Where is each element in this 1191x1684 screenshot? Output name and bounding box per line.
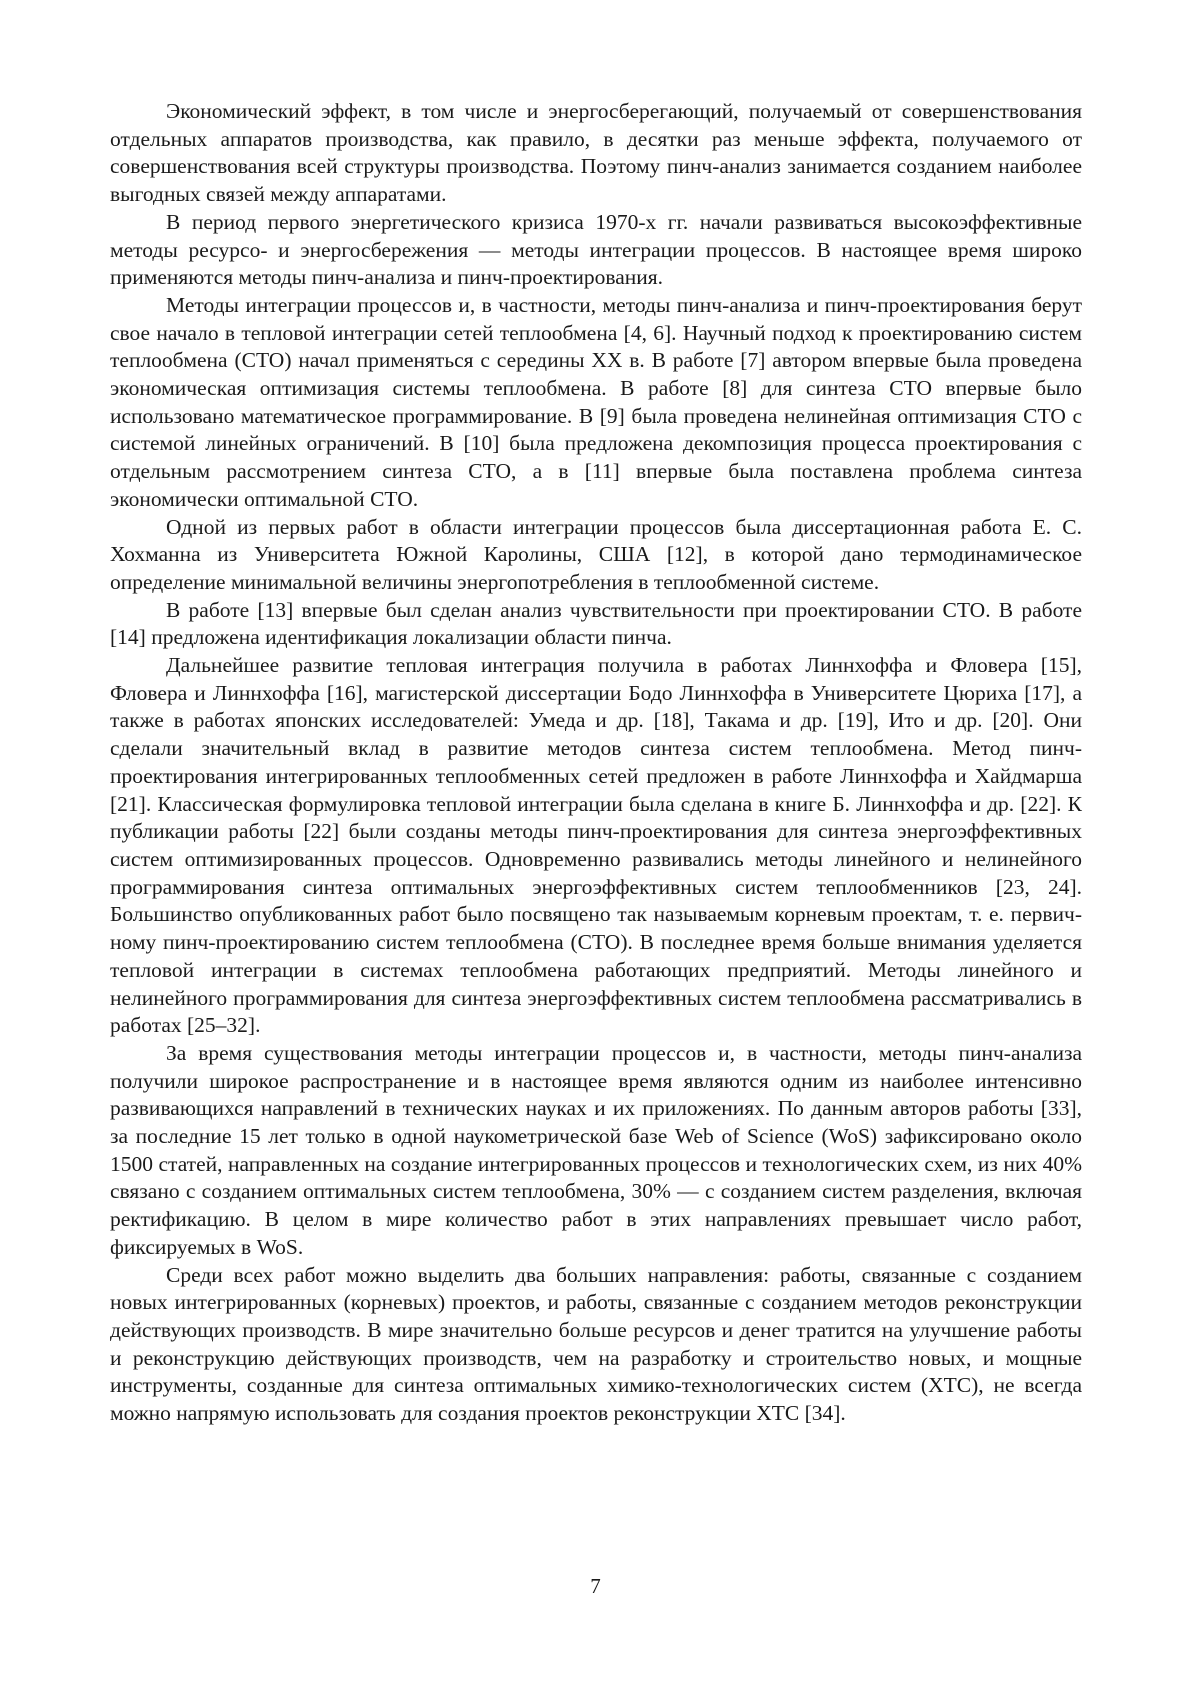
paragraph-4: Одной из первых работ в области интеграции процессов была диссертационная работа Е. С. Хохманна из Университета Южной Каролины, США [12], в которой дано термодинамическое определение минимальной величины энергопотребления в теплообменной системе. [110, 514, 1082, 594]
page-number: 7 [590, 1574, 601, 1598]
paragraph-3: Методы интеграции процессов и, в частности, методы пинч-анализа и пинч-проектирования берут свое начало в тепловой интеграции сетей теплообмена [4, 6]. Научный подход к проектированию систем теплообмена (СТО) начал применяться с середины XX в. В работе [7] автором впервые была проведена экономическая оптимизация системы теплообмена. В работе [8] для синтеза СТО впервые было использовано математическое программирование. В [9] была проведена нелинейная оптимизация СТО с системой линейных ограничений. В [10] была предложена декомпозиция процесса проектирования с отдельным рассмотрением синтеза СТО, а в [11] впервые была поставлена проблема синтеза экономически оптимальной СТО. [110, 292, 1082, 511]
paragraph-7: За время существования методы интеграции процессов и, в частности, методы пинч-анализа получили широкое распространение и в настоящее время являются одним из наиболее интенсивно развивающихся направлений в технических науках и их приложениях. По данным авторов работы [33], за последние 15 лет только в одной наукометрической базе Web of Science (WoS) зафиксировано около 1500 статей, направленных на создание интегрированных процессов и технологических схем, из них 40% связано с созданием оптимальных систем теплообмена, 30% — с созданием систем разделения, включая ректификацию. В целом в мире количество работ в этих направлениях превышает число работ, фиксируемых в WoS. [110, 1040, 1082, 1259]
paragraph-8: Среди всех работ можно выделить два больших направления: работы, связанные с созданием новых интегрированных (корневых) проектов, и работы, связанные с созданием методов реконструкции действующих производств. В мире значительно больше ресурсов и денег тратится на улучшение работы и реконструкцию действующих производств, чем на разработку и строительство новых, и мощные инструменты, созданные для синтеза оптимальных химико-технологических систем (ХТС), не всегда можно напрямую использовать для создания проектов реконструкции ХТС [34]. [110, 1262, 1082, 1426]
paragraph-5: В работе [13] впервые был сделан анализ чувствительности при проектировании СТО. В работе [14] предложена идентификация локализации области пинча. [110, 597, 1082, 650]
paragraph-2: В период первого энергетического кризиса 1970-х гг. начали развиваться высокоэффективные методы ресурсо- и энергосбережения — методы интеграции процессов. В настоящее время широко применяются методы пинч-анализа и пинч-проектирования. [110, 209, 1082, 290]
page-body [110, 98, 1082, 1428]
paragraph-6: Дальнейшее развитие тепловая интеграция получила в работах Линнхоффа и Фловера [15], Фловера и Линнхоффа [16], магистерской диссертации Бодо Линнхоффа в Университете Цюриха [17], а также в работах японских исследователей: Умеда и др. [18], Такама и др. [19], Ито и др. [20]. Они сделали значительный вклад в развитие методов синтеза систем теплообмена. Метод пинч-проектирования интегрированных теплообменных сетей предложен в работе Линнхоффа и Хайдмарша [21]. Классическая формулировка тепловой интеграции была сделана в книге Б. Линнхоффа и др. [22]. К публикации работы [22] были созданы методы пинч-проектирования для синтеза энергоэффективных систем оптимизированных процессов. Одновременно развивались методы линейного и нелинейного программирования синтеза оптимальных энергоэффективных систем теплообменников [23, 24]. Большинство опубликованных работ было посвящено так называемым корневым проектам, т. е. первичному пинч-проектированию систем теплообмена (СТО). В последнее время больше внимания уделяется тепловой интеграции в системах теплообмена работающих предприятий. Методы линейного и нелинейного программирования для синтеза энергоэффективных систем теплообмена рассматривались в работах [25–32]. [110, 653, 1082, 1038]
paragraph-1: Экономический эффект, в том числе и энергосберегающий, получаемый от совершенствования отдельных аппаратов производства, как правило, в десятки раз меньше эффекта, получаемого от совершенствования всей структуры производства. Поэтому пинч-анализ занимается созданием наиболее выгодных связей между аппаратами. [110, 99, 1082, 207]
